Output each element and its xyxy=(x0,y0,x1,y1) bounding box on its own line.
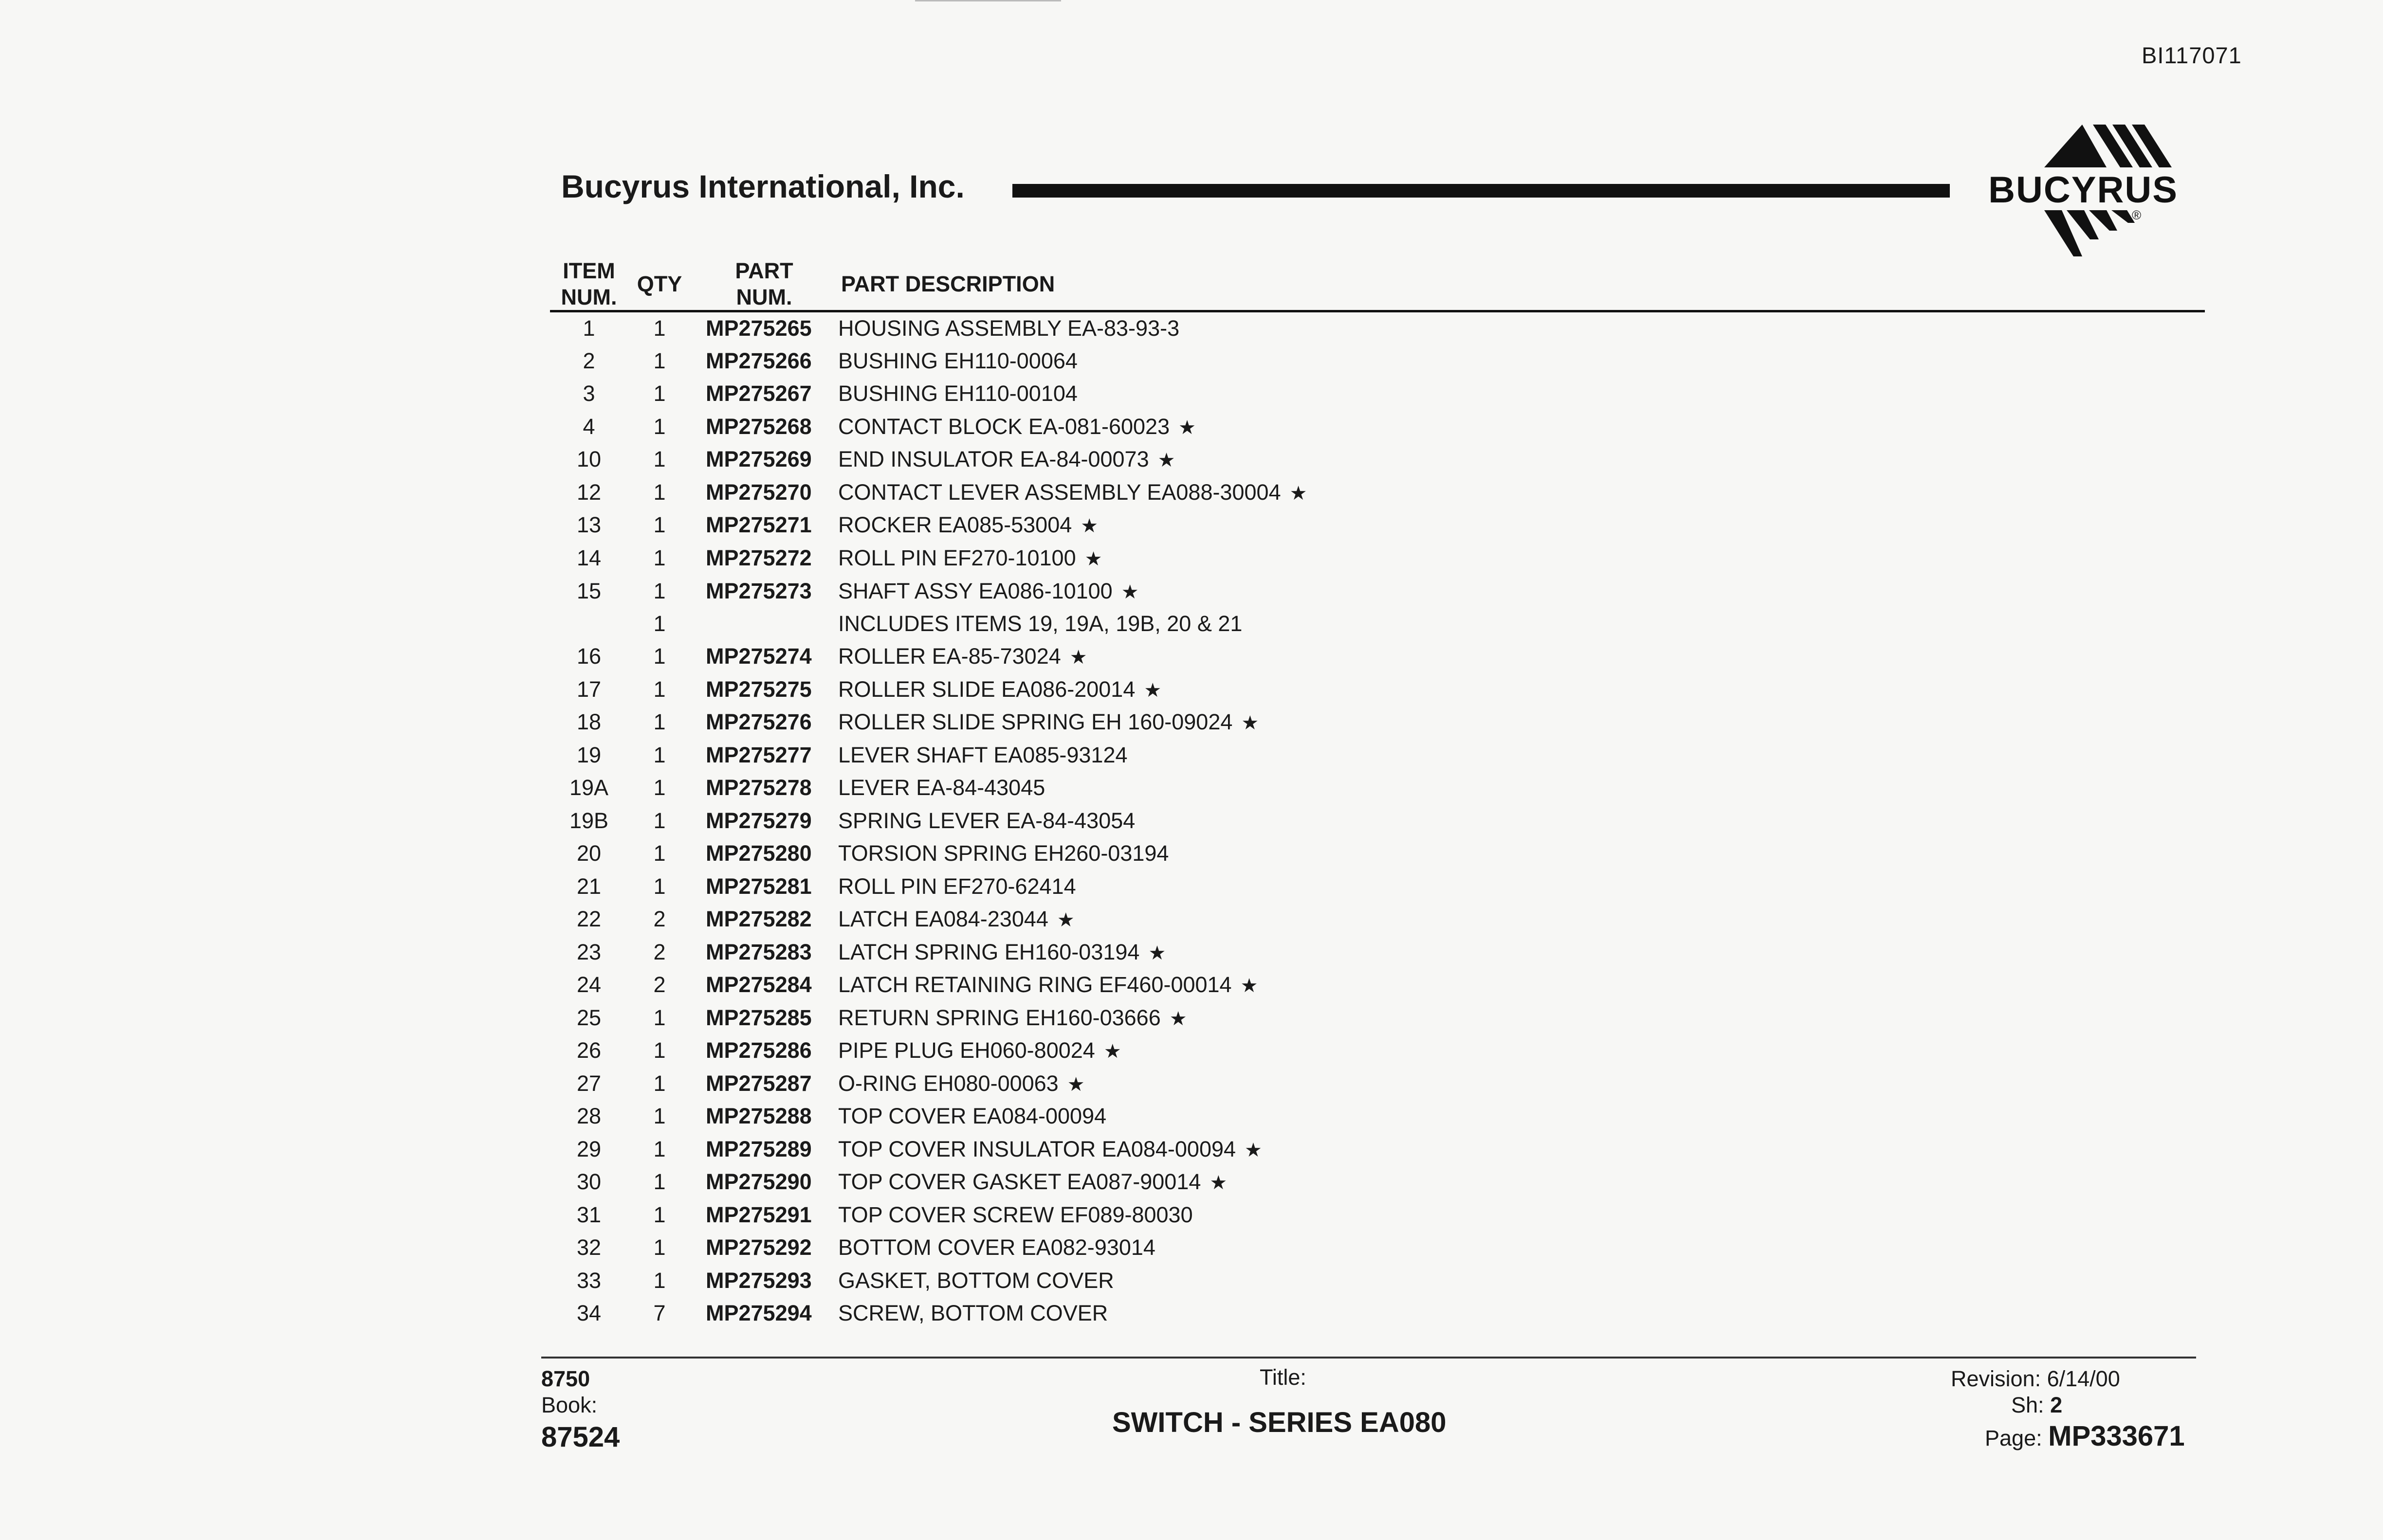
star-icon: ★ xyxy=(1069,647,1087,668)
item-num: 1 xyxy=(583,316,595,341)
star-icon: ★ xyxy=(1289,483,1307,504)
part-description: ROLLER SLIDE SPRING EH 160-09024 ★ xyxy=(838,707,1259,739)
qty: 1 xyxy=(653,1268,666,1293)
item-num: 32 xyxy=(576,1235,602,1260)
part-description: PIPE PLUG EH060-80024 ★ xyxy=(838,1035,1121,1067)
model-number: 8750 xyxy=(541,1366,590,1391)
item-num: 34 xyxy=(576,1301,602,1325)
item-num: 17 xyxy=(576,677,602,702)
star-icon: ★ xyxy=(1210,1172,1228,1194)
part-num: MP275294 xyxy=(706,1301,812,1325)
table-header-rule xyxy=(550,310,2205,312)
part-description: O-RING EH080-00063 ★ xyxy=(838,1068,1085,1100)
qty: 1 xyxy=(653,1104,666,1128)
item-num: 10 xyxy=(576,447,602,471)
part-num: MP275282 xyxy=(706,906,812,931)
star-icon: ★ xyxy=(1103,1041,1121,1062)
part-num: MP275273 xyxy=(706,579,812,603)
part-description: SHAFT ASSY EA086-10100 ★ xyxy=(838,576,1139,608)
qty: 2 xyxy=(653,972,666,997)
part-num: MP275281 xyxy=(706,874,812,899)
part-num: MP275268 xyxy=(706,414,812,439)
qty: 1 xyxy=(653,316,666,341)
star-icon: ★ xyxy=(1148,942,1166,964)
qty: 1 xyxy=(653,808,666,833)
header-rule xyxy=(1012,184,1950,198)
item-num: 19B xyxy=(569,808,609,833)
star-icon: ★ xyxy=(1245,1140,1262,1161)
qty: 1 xyxy=(653,512,666,537)
star-icon: ★ xyxy=(1241,712,1259,734)
qty: 1 xyxy=(653,1005,666,1030)
qty: 1 xyxy=(653,709,666,734)
qty: 1 xyxy=(653,775,666,800)
qty: 1 xyxy=(653,874,666,899)
star-icon: ★ xyxy=(1084,548,1102,570)
qty: 1 xyxy=(653,414,666,439)
part-description: ROLLER EA-85-73024 ★ xyxy=(838,641,1087,673)
footer-rule xyxy=(541,1357,2196,1359)
part-num: MP275291 xyxy=(706,1202,812,1227)
document-id: BI117071 xyxy=(2142,42,2242,68)
bucyrus-logo xyxy=(1971,123,2195,264)
qty: 1 xyxy=(653,611,666,636)
part-description: SCREW, BOTTOM COVER xyxy=(838,1301,1108,1325)
part-num: MP275286 xyxy=(706,1038,812,1063)
part-num: MP275285 xyxy=(706,1005,812,1030)
item-num: 26 xyxy=(576,1038,602,1063)
qty: 1 xyxy=(653,1169,666,1194)
item-num: 12 xyxy=(576,480,602,505)
star-icon: ★ xyxy=(1121,581,1139,603)
header-item-line2: NUM. xyxy=(561,285,617,309)
part-description: END INSULATOR EA-84-00073 ★ xyxy=(838,444,1175,476)
part-description: ROLLER SLIDE EA086-20014 ★ xyxy=(838,674,1161,706)
qty: 2 xyxy=(653,906,666,931)
part-description: HOUSING ASSEMBLY EA-83-93-3 xyxy=(838,316,1180,341)
qty: 2 xyxy=(653,940,666,964)
item-num: 21 xyxy=(576,874,602,899)
part-description: SPRING LEVER EA-84-43054 xyxy=(838,808,1136,833)
part-description: ROLL PIN EF270-62414 xyxy=(838,874,1076,899)
part-num: MP275265 xyxy=(706,316,812,341)
part-description: TOP COVER GASKET EA087-90014 ★ xyxy=(838,1166,1227,1198)
revision: Revision: 6/14/00 xyxy=(1951,1366,2120,1391)
page-number: MP333671 xyxy=(2048,1420,2185,1452)
company-name: Bucyrus International, Inc. xyxy=(561,168,965,204)
star-icon: ★ xyxy=(1067,1074,1085,1095)
item-num: 23 xyxy=(576,940,602,964)
part-description: LATCH EA084-23044 ★ xyxy=(838,904,1075,936)
part-description: LATCH RETAINING RING EF460-00014 ★ xyxy=(838,969,1258,1001)
item-num: 18 xyxy=(576,709,602,734)
part-description: TOP COVER SCREW EF089-80030 xyxy=(838,1202,1193,1227)
item-num: 3 xyxy=(583,381,595,406)
item-num: 28 xyxy=(576,1104,602,1128)
qty: 1 xyxy=(653,1137,666,1161)
item-num: 16 xyxy=(576,644,602,669)
part-num: MP275290 xyxy=(706,1169,812,1194)
item-num: 15 xyxy=(576,579,602,603)
part-description: CONTACT LEVER ASSEMBLY EA088-30004 ★ xyxy=(838,477,1307,509)
part-num: MP275279 xyxy=(706,808,812,833)
star-icon: ★ xyxy=(1144,680,1162,701)
part-description: LEVER SHAFT EA085-93124 xyxy=(838,743,1128,767)
qty: 1 xyxy=(653,348,666,373)
part-num: MP275288 xyxy=(706,1104,812,1128)
part-description: RETURN SPRING EH160-03666 ★ xyxy=(838,1002,1187,1034)
qty: 1 xyxy=(653,1071,666,1096)
qty: 1 xyxy=(653,743,666,767)
qty: 1 xyxy=(653,1235,666,1260)
header-part-description: PART DESCRIPTION xyxy=(841,272,1055,296)
part-num: MP275278 xyxy=(706,775,812,800)
header-part-num xyxy=(711,258,818,310)
part-description: BUSHING EH110-00064 xyxy=(838,348,1078,373)
part-description: CONTACT BLOCK EA-081-60023 ★ xyxy=(838,411,1196,443)
page-label: Page: xyxy=(1985,1426,2042,1450)
qty: 1 xyxy=(653,1038,666,1063)
page xyxy=(1985,1420,2185,1452)
part-description: LATCH SPRING EH160-03194 ★ xyxy=(838,937,1166,969)
item-num: 2 xyxy=(583,348,595,373)
part-description: ROCKER EA085-53004 ★ xyxy=(838,509,1098,542)
star-icon: ★ xyxy=(1240,975,1258,996)
item-num: 20 xyxy=(576,841,602,866)
item-num: 24 xyxy=(576,972,602,997)
part-num: MP275284 xyxy=(706,972,812,997)
part-description: BUSHING EH110-00104 xyxy=(838,381,1078,406)
qty: 1 xyxy=(653,644,666,669)
item-num: 25 xyxy=(576,1005,602,1030)
part-description: INCLUDES ITEMS 19, 19A, 19B, 20 & 21 xyxy=(838,611,1243,636)
qty: 1 xyxy=(653,545,666,570)
qty: 1 xyxy=(653,841,666,866)
item-num: 33 xyxy=(576,1268,602,1293)
item-num: 19A xyxy=(569,775,609,800)
part-num: MP275274 xyxy=(706,644,812,669)
part-num: MP275266 xyxy=(706,348,812,373)
part-num: MP275287 xyxy=(706,1071,812,1096)
part-description: TOP COVER INSULATOR EA084-00094 ★ xyxy=(838,1134,1262,1166)
qty: 1 xyxy=(653,381,666,406)
qty: 1 xyxy=(653,447,666,471)
part-num: MP275276 xyxy=(706,709,812,734)
star-icon: ★ xyxy=(1169,1008,1187,1030)
part-description: GASKET, BOTTOM COVER xyxy=(838,1268,1114,1293)
part-description: TOP COVER EA084-00094 xyxy=(838,1104,1107,1128)
star-icon: ★ xyxy=(1057,909,1075,931)
part-description: BOTTOM COVER EA082-93014 xyxy=(838,1235,1155,1260)
item-num: 30 xyxy=(576,1169,602,1194)
part-num: MP275270 xyxy=(706,480,812,505)
book-number: 87524 xyxy=(541,1421,620,1453)
part-num: MP275289 xyxy=(706,1137,812,1161)
qty: 1 xyxy=(653,677,666,702)
part-num: MP275283 xyxy=(706,940,812,964)
logo-wordmark: BUCYRUS xyxy=(1988,169,2178,211)
part-num: MP275292 xyxy=(706,1235,812,1260)
sheet-number: 2 xyxy=(2050,1393,2063,1417)
qty: 1 xyxy=(653,579,666,603)
part-num: MP275272 xyxy=(706,545,812,570)
part-num: MP275269 xyxy=(706,447,812,471)
qty: 7 xyxy=(653,1301,666,1325)
logo-registered-mark: ® xyxy=(2132,208,2142,222)
part-num: MP275277 xyxy=(706,743,812,767)
part-num: MP275280 xyxy=(706,841,812,866)
title-label: Title: xyxy=(1260,1365,1306,1390)
star-icon: ★ xyxy=(1157,450,1175,471)
part-num: MP275293 xyxy=(706,1268,812,1293)
header-item-line1: ITEM xyxy=(563,258,615,283)
document-title: SWITCH - SERIES EA080 xyxy=(1112,1407,1447,1438)
book-label: Book: xyxy=(541,1393,598,1417)
item-num: 4 xyxy=(583,414,595,439)
part-description: LEVER EA-84-43045 xyxy=(838,775,1045,800)
item-num: 22 xyxy=(576,906,602,931)
part-num: MP275267 xyxy=(706,381,812,406)
scan-mark xyxy=(915,0,1061,1)
item-num: 19 xyxy=(576,743,602,767)
header-qty: QTY xyxy=(637,272,682,296)
star-icon: ★ xyxy=(1081,515,1099,537)
sheet xyxy=(2011,1393,2062,1418)
part-num: MP275275 xyxy=(706,677,812,702)
item-num: 31 xyxy=(576,1202,602,1227)
star-icon: ★ xyxy=(1178,417,1196,438)
item-num: 14 xyxy=(576,545,602,570)
part-num: MP275271 xyxy=(706,512,812,537)
item-num: 13 xyxy=(576,512,602,537)
qty: 1 xyxy=(653,480,666,505)
qty: 1 xyxy=(653,1202,666,1227)
sheet-label: Sh: xyxy=(2011,1393,2044,1417)
item-num: 29 xyxy=(576,1137,602,1161)
part-description: ROLL PIN EF270-10100 ★ xyxy=(838,543,1102,575)
item-num: 27 xyxy=(576,1071,602,1096)
header-part-line2: NUM. xyxy=(736,285,792,309)
header-part-line1: PART xyxy=(735,258,793,283)
part-description: TORSION SPRING EH260-03194 xyxy=(838,841,1169,866)
header-item-num xyxy=(550,258,628,310)
